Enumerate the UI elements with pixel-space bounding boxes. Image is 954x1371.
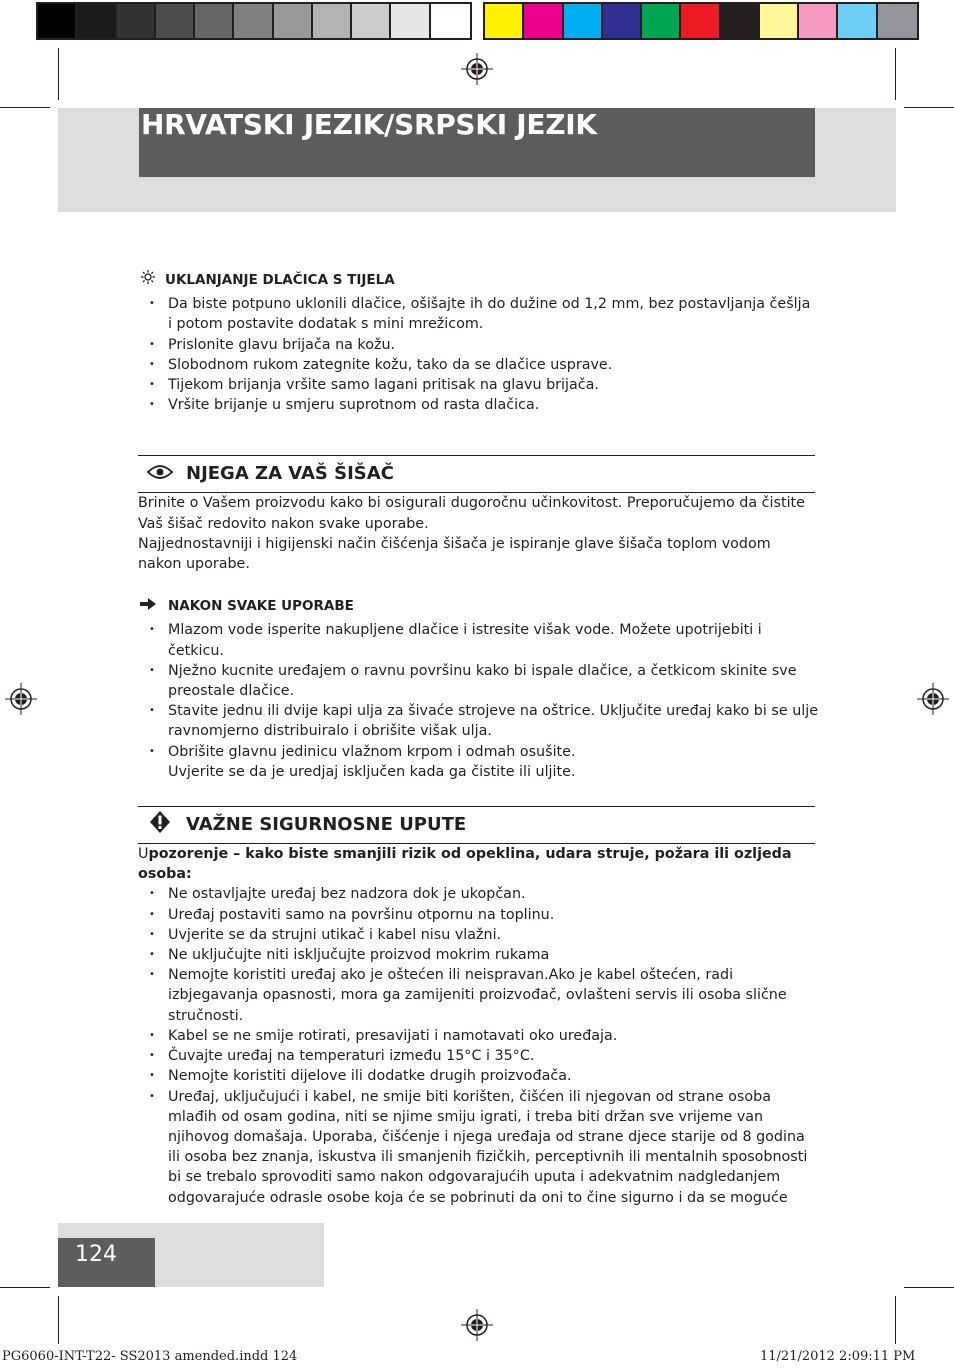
safety-heading-text: VAŽNE SIGURNOSNE UPUTE <box>186 813 467 835</box>
page-number: 124 <box>75 1242 117 1267</box>
registration-mark-icon <box>5 683 37 715</box>
color-swatch <box>352 4 391 38</box>
color-swatch <box>485 4 524 38</box>
list-item: • Vršite brijanje u smjeru suprotnom od rasta dlačica. <box>138 395 818 415</box>
safety-lead-text: pozorenje – kako biste smanjili rizik od opeklina, udara struje, požara ili ozljeda osoba: <box>138 846 792 883</box>
care-paragraph: Brinite o Vašem proizvodu kako bi osigurali dugoročnu učinkovitost. Preporučujemo da čistite Vaš šišač redovito nakon svake uporabe. <box>138 495 805 532</box>
list-item: • Uređaj postaviti samo na površinu otpornu na toplinu. <box>138 905 818 925</box>
safety-lead-first: U <box>138 846 149 863</box>
color-swatch <box>313 4 352 38</box>
list-item: • Obrišite glavnu jedinicu vlažnom krpom i odmah osušite. <box>138 742 818 762</box>
care-paragraph: Najjednostavniji i higijenski način čišćenja šišača je ispiranje glave šišača toplom vodom nakon uporabe. <box>138 535 771 573</box>
list-item: • Čuvajte uređaj na temperaturi između 15°C i 35°C. <box>138 1046 818 1066</box>
sun-icon <box>138 270 158 290</box>
color-swatch <box>603 4 642 38</box>
eye-icon <box>142 464 178 485</box>
color-swatch <box>760 4 799 38</box>
color-swatch <box>564 4 603 38</box>
crop-mark <box>58 48 59 100</box>
registration-mark-icon <box>461 1309 493 1341</box>
removal-list <box>138 294 818 415</box>
color-swatch <box>274 4 313 38</box>
registration-mark-icon <box>917 683 949 715</box>
color-swatch <box>721 4 760 38</box>
after-use-heading-text: NAKON SVAKE UPORABE <box>168 598 354 615</box>
list-item: • Ne uključujte niti isključujte proizvod mokrim rukama <box>138 945 818 965</box>
crop-mark <box>895 1296 896 1344</box>
list-item: • Nemojte koristiti uređaj ako je oštećen ili neispravan.Ako je kabel oštećen, radi izbjegavanja opasnosti, mora ga zamijeniti proizvođač, ovlašteni servis ili osoba slične stručnosti. <box>138 965 818 1026</box>
color-swatch <box>524 4 563 38</box>
list-item: • Mlazom vode isperite nakupljene dlačice i istresite višak vode. Možete upotrijebiti i četkicu. <box>138 620 818 660</box>
color-swatch <box>878 4 917 38</box>
color-swatch <box>38 4 77 38</box>
color-swatch <box>117 4 156 38</box>
list-note: Uvjerite se da je uredjaj isključen kada ga čistite ili uljite. <box>168 763 576 780</box>
page-content <box>138 270 818 1208</box>
list-item: • Uvjerite se da strujni utikač i kabel nisu vlažni. <box>138 925 818 945</box>
list-item: • Nježno kucnite uređajem o ravnu površinu kako bi ispale dlačice, a četkicom skinite sve preostale dlačice. <box>138 661 818 701</box>
list-item: • Stavite jednu ili dvije kapi ulja za šivaće strojeve na oštrice. Uključite uređaj kako bi se ulje ravnomjerno distribuiralo i obrišite višak ulja. <box>138 701 818 741</box>
crop-mark <box>904 107 954 108</box>
gray-color-bar <box>36 2 472 40</box>
color-swatch <box>156 4 195 38</box>
after-use-heading <box>138 596 818 616</box>
list-item: • Ne ostavljajte uređaj bez nadzora dok je ukopčan. <box>138 884 818 904</box>
color-swatch <box>195 4 234 38</box>
list-item: • Kabel se ne smije rotirati, presavijati i namotavati oko uređaja. <box>138 1026 818 1046</box>
list-item: • Slobodnom rukom zategnite kožu, tako da se dlačice uspravе. <box>138 355 818 375</box>
color-swatch <box>838 4 877 38</box>
care-heading <box>138 456 818 492</box>
crop-mark <box>0 1287 50 1288</box>
safety-list <box>138 884 818 1207</box>
crop-mark <box>904 1287 954 1288</box>
list-item: • Uređaj, uključujući i kabel, ne smije biti korišten, čišćen ili njegovan od strane osoba mlađih od osam godina, niti se njime smiju igrati, i treba biti držan sve vrijeme van njihovog domašaja. Uporaba, čišćenje i njega uređaja od strane djece starije od 8 godina ili osoba bez znanja, iskustva ili smanjenih fizičkih, perceptivnih ili mentalnih sposobnosti bi se trebalo sprovoditi samo nakon odgovarajućih uputa i adekvatnim nadgledanjem odgovarajuće odrasle osobe koja će se pobrinuti da oni to čine sigurno i da se moguće <box>138 1087 818 1208</box>
list-item: • Nemojte koristiti dijelove ili dodatke drugih proizvođača. <box>138 1066 818 1086</box>
list-item: • Da biste potpuno uklonili dlačice, ošišajte ih do dužine od 1,2 mm, bez postavljanja češlja i potom postavite dodatak s mini mrežicom. <box>138 294 818 334</box>
registration-mark-icon <box>461 53 493 85</box>
color-swatch <box>681 4 720 38</box>
slug-date: 11/21/2012 2:09:11 PM <box>760 1349 916 1364</box>
after-use-list <box>138 620 818 782</box>
safety-lead <box>138 844 818 884</box>
color-swatch <box>431 4 470 38</box>
removal-heading <box>138 270 818 290</box>
process-color-bar <box>483 2 919 40</box>
arrow-right-icon <box>138 596 158 616</box>
color-swatch <box>799 4 838 38</box>
care-heading-text: NJEGA ZA VAŠ ŠIŠAČ <box>186 463 394 485</box>
page-title: HRVATSKI JEZIK/SRPSKI JEZIK <box>141 108 597 141</box>
color-swatch <box>391 4 430 38</box>
slug-file: PG6060-INT-T22- SS2013 amended.indd 124 <box>2 1349 298 1364</box>
color-swatch <box>642 4 681 38</box>
list-item: • Tijekom brijanja vršite samo lagani pritisak na glavu brijača. <box>138 375 818 395</box>
color-swatch <box>234 4 273 38</box>
crop-mark <box>0 107 50 108</box>
warning-icon <box>142 810 178 839</box>
safety-heading <box>138 807 818 843</box>
color-swatch <box>77 4 116 38</box>
list-item: • Prislonite glavu brijača na kožu. <box>138 335 818 355</box>
removal-heading-text: UKLANJANJE DLAČICA S TIJELA <box>165 272 395 288</box>
crop-mark <box>58 1296 59 1344</box>
crop-mark <box>895 48 896 100</box>
